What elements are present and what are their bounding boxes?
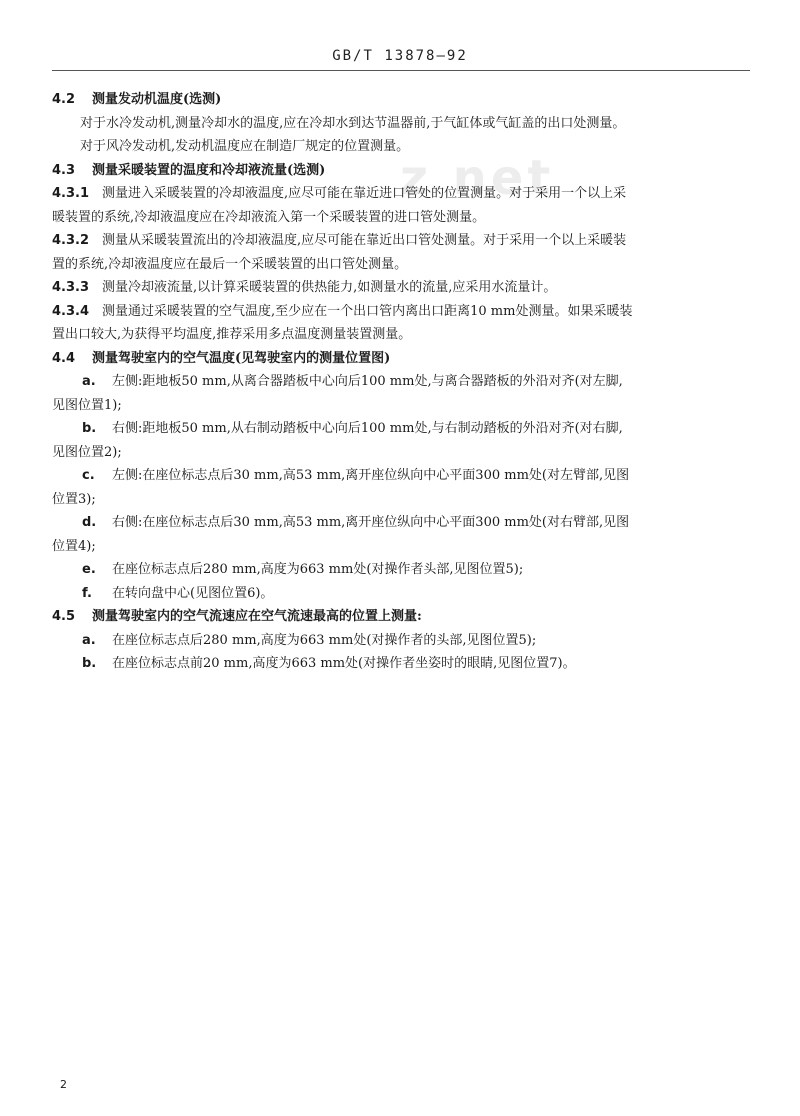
- section-title: 测量驾驶室内的空气流速应在空气流速最高的位置上测量:: [92, 609, 422, 624]
- list-item-4-4-a-cont: 见图位置1);: [52, 397, 122, 413]
- section-title: 测量采暖装置的温度和冷却液流量(选测): [92, 162, 326, 178]
- section-title: 测量驾驶室内的空气温度(见驾驶室内的测量位置图): [92, 350, 391, 366]
- paragraph-text: 测量通过采暖装置的空气温度,至少应在一个出口管内离出口距离10 mm处测量。如果采暖装: [102, 303, 633, 319]
- list-text: 在座位标志点后280 mm,高度为663 mm处(对操作者的头部,见图位置5);: [112, 632, 537, 648]
- list-item-4-4-c-cont: 位置3);: [52, 491, 96, 507]
- section-4-3-1: [52, 182, 750, 206]
- section-number: 4.3.4: [52, 303, 90, 319]
- section-number: 4.3.1: [52, 186, 90, 201]
- section-title: 测量发动机温度(选测): [92, 92, 222, 107]
- list-label: e.: [82, 562, 96, 577]
- list-item-4-4-e: [52, 558, 750, 582]
- section-4-3-heading: [52, 159, 750, 183]
- list-label: c.: [82, 468, 95, 483]
- section-4-3-3: [52, 276, 750, 300]
- section-number: 4.5: [52, 609, 76, 624]
- section-4-2-paragraph-2: 对于风冷发动机,发动机温度应在制造厂规定的位置测量。: [80, 139, 410, 154]
- list-text: 左侧:在座位标志点后30 mm,高53 mm,离开座位纵向中心平面300 mm处(对左臂部,见图: [112, 468, 630, 483]
- section-4-3-4: [52, 300, 750, 324]
- list-text: 在座位标志点前20 mm,高度为663 mm处(对操作者坐姿时的眼睛,见图位置7)。: [112, 656, 576, 671]
- list-item-4-4-c: [52, 464, 750, 488]
- list-item-4-4-b: [52, 417, 750, 441]
- watermark: z net: [400, 150, 555, 206]
- list-item-4-4-a: [52, 370, 750, 394]
- list-label: a.: [82, 374, 96, 389]
- standard-code-header: GB/T 13878—92: [332, 48, 468, 64]
- list-item-4-5-a: [52, 629, 750, 653]
- list-label: a.: [82, 632, 96, 648]
- section-number: 4.4: [52, 350, 76, 366]
- page-number: 2: [60, 1078, 67, 1091]
- list-label: b.: [82, 421, 97, 436]
- list-text: 在座位标志点后280 mm,高度为663 mm处(对操作者头部,见图位置5);: [112, 562, 524, 577]
- list-label: b.: [82, 656, 97, 671]
- paragraph-text: 测量进入采暖装置的冷却液温度,应尽可能在靠近进口管处的位置测量。对于采用一个以上采: [102, 186, 627, 201]
- list-text: 右侧:距地板50 mm,从右制动踏板中心向后100 mm处,与右制动踏板的外沿对齐(对右脚,: [112, 421, 623, 436]
- list-text: 左侧:距地板50 mm,从离合器踏板中心向后100 mm处,与离合器踏板的外沿对齐(对左脚,: [112, 374, 623, 389]
- section-number: 4.3: [52, 162, 76, 178]
- list-item-4-4-f: [52, 582, 750, 606]
- list-item-4-4-d: [52, 511, 750, 535]
- section-4-2-heading: [52, 88, 750, 112]
- section-4-3-2: [52, 229, 750, 253]
- paragraph-text: 测量冷却液流量,以计算采暖装置的供热能力,如测量水的流量,应采用水流量计。: [102, 280, 557, 295]
- list-item-4-5-b: [52, 652, 750, 676]
- section-4-3-4-cont: 置出口较大,为获得平均温度,推荐采用多点温度测量装置测量。: [52, 327, 412, 342]
- section-4-3-1-cont: 暖装置的系统,冷却液温度应在冷却液流入第一个采暖装置的进口管处测量。: [52, 209, 486, 225]
- section-4-4-heading: [52, 347, 750, 371]
- header-rule: [52, 70, 750, 71]
- section-number: 4.3.2: [52, 233, 90, 248]
- document-body: [52, 88, 750, 676]
- section-number: 4.2: [52, 92, 76, 107]
- list-label: d.: [82, 515, 97, 530]
- section-4-2-paragraph-1: 对于水冷发动机,测量冷却水的温度,应在冷却水到达节温器前,于气缸体或气缸盖的出口处测量。: [80, 115, 626, 131]
- section-4-3-2-cont: 置的系统,冷却液温度应在最后一个采暖装置的出口管处测量。: [52, 256, 408, 272]
- paragraph-text: 测量从采暖装置流出的冷却液温度,应尽可能在靠近出口管处测量。对于采用一个以上采暖装: [102, 233, 627, 248]
- list-item-4-4-d-cont: 位置4);: [52, 538, 96, 554]
- list-text: 右侧:在座位标志点后30 mm,高53 mm,离开座位纵向中心平面300 mm处(对右臂部,见图: [112, 515, 630, 530]
- list-label: f.: [82, 585, 92, 601]
- list-text: 在转向盘中心(见图位置6)。: [112, 585, 274, 601]
- section-4-5-heading: [52, 605, 750, 629]
- list-item-4-4-b-cont: 见图位置2);: [52, 444, 122, 460]
- section-number: 4.3.3: [52, 280, 90, 295]
